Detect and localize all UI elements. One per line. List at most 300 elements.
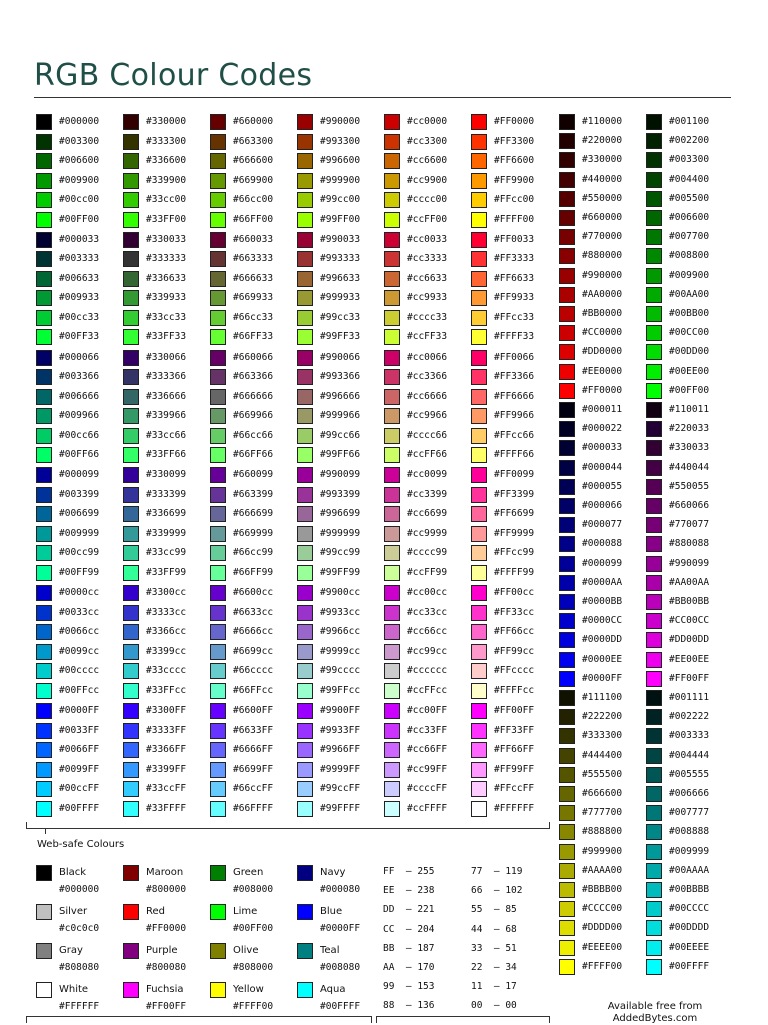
colour-code: #33cccc	[146, 665, 187, 677]
named-colour-name: Olive	[233, 945, 259, 956]
colour-code: #3300FF	[146, 705, 187, 716]
colour-swatch	[646, 575, 662, 591]
colour-code: #000033	[582, 442, 623, 454]
colour-code: #330099	[146, 469, 187, 481]
colour-swatch	[646, 479, 662, 495]
colour-swatch	[210, 526, 226, 542]
hex-row-right: 77 – 119	[471, 866, 523, 877]
named-colour-code: #800080	[146, 962, 187, 973]
named-colour-swatch	[123, 982, 139, 998]
colour-swatch	[471, 467, 487, 483]
hex-row-left: BB – 187	[383, 942, 435, 954]
colour-code: #33cc99	[146, 547, 187, 559]
colour-code: #cc0000	[407, 116, 448, 127]
colour-swatch	[384, 605, 400, 621]
colour-code: #006666	[669, 788, 710, 799]
colour-code: #FFFF66	[494, 449, 535, 461]
colour-swatch	[559, 728, 575, 744]
colour-swatch	[559, 114, 575, 130]
colour-code: #0033cc	[59, 606, 100, 618]
colour-code: #66cc66	[233, 429, 274, 441]
colour-swatch	[297, 703, 313, 719]
colour-swatch	[646, 498, 662, 514]
colour-swatch	[559, 248, 575, 264]
colour-code: #FFccFF	[494, 783, 535, 794]
colour-code: #9933cc	[320, 606, 361, 618]
colour-code: #004400	[669, 173, 710, 185]
colour-code: #00AA00	[669, 288, 710, 300]
colour-code: #660033	[233, 233, 274, 245]
colour-swatch	[559, 287, 575, 303]
colour-swatch	[210, 153, 226, 169]
colour-swatch	[646, 863, 662, 879]
colour-code: #00cc99	[59, 547, 100, 559]
colour-swatch	[123, 683, 139, 699]
colour-swatch	[36, 565, 52, 581]
colour-code: #339933	[146, 292, 187, 304]
colour-swatch	[471, 545, 487, 561]
colour-swatch	[646, 440, 662, 456]
colour-code: #222200	[582, 711, 623, 723]
colour-swatch	[384, 134, 400, 150]
colour-swatch	[36, 781, 52, 797]
colour-code: #ccFF66	[407, 449, 448, 461]
named-colour-swatch	[210, 943, 226, 959]
colour-swatch	[297, 114, 313, 130]
colour-swatch	[559, 748, 575, 764]
colour-code: #BB0000	[582, 308, 623, 319]
colour-swatch	[471, 114, 487, 130]
colour-swatch	[123, 762, 139, 778]
colour-swatch	[123, 369, 139, 385]
colour-swatch	[384, 192, 400, 208]
named-colour-name: White	[59, 984, 89, 995]
colour-code: #993333	[320, 253, 361, 265]
hex-row-left: 99 – 153	[383, 981, 435, 993]
colour-swatch	[297, 742, 313, 758]
colour-swatch	[123, 271, 139, 287]
colour-swatch	[297, 762, 313, 778]
colour-code: #00FF00	[59, 213, 100, 225]
colour-code: #993366	[320, 371, 361, 383]
hex-row-left: FF – 255	[383, 866, 435, 877]
colour-swatch	[559, 172, 575, 188]
colour-swatch	[123, 801, 139, 817]
colour-code: #003399	[59, 488, 100, 500]
colour-code: #00FFFF	[59, 802, 100, 814]
colour-code: #FF00FF	[669, 672, 710, 684]
colour-swatch	[36, 467, 52, 483]
colour-swatch	[559, 805, 575, 821]
colour-swatch	[559, 325, 575, 341]
colour-code: #cc33FF	[407, 724, 448, 736]
colour-swatch	[471, 290, 487, 306]
colour-swatch	[297, 290, 313, 306]
colour-code: #003366	[59, 371, 100, 383]
colour-swatch	[646, 248, 662, 264]
colour-code: #FFFFFF	[494, 802, 535, 814]
colour-swatch	[297, 624, 313, 640]
colour-swatch	[210, 742, 226, 758]
colour-code: #66FF99	[233, 566, 274, 578]
colour-swatch	[123, 447, 139, 463]
colour-code: #cccc99	[407, 547, 448, 559]
colour-swatch	[471, 605, 487, 621]
colour-code: #00ccFF	[59, 783, 100, 794]
colour-swatch	[297, 644, 313, 660]
hex-row-right: 22 – 34	[471, 962, 517, 973]
colour-code: #0000AA	[582, 576, 623, 588]
colour-swatch	[123, 644, 139, 660]
colour-swatch	[297, 565, 313, 581]
colour-swatch	[36, 663, 52, 679]
colour-code: #333366	[146, 371, 187, 383]
colour-code: #006699	[59, 508, 100, 520]
colour-code: #cc0066	[407, 351, 448, 363]
colour-code: #FFFF33	[494, 331, 535, 343]
colour-code: #00cc66	[59, 429, 100, 441]
colour-swatch	[297, 389, 313, 405]
colour-code: #00EEEE	[669, 941, 710, 953]
colour-swatch	[384, 290, 400, 306]
colour-swatch	[36, 408, 52, 424]
colour-swatch	[471, 487, 487, 503]
colour-code: #EE00EE	[669, 653, 710, 665]
colour-code: #FF6600	[494, 155, 535, 166]
colour-code: #669966	[233, 410, 274, 422]
named-colour-code: #0000FF	[320, 923, 361, 934]
colour-swatch	[559, 940, 575, 956]
colour-code: #336699	[146, 508, 187, 520]
named-colour-name: Blue	[320, 906, 343, 917]
colour-swatch	[210, 605, 226, 621]
colour-code: #cc3300	[407, 135, 448, 147]
colour-code: #009933	[59, 292, 100, 304]
colour-code: #99FFFF	[320, 802, 361, 814]
colour-swatch	[297, 683, 313, 699]
named-colour-code: #808000	[233, 962, 274, 973]
colour-swatch	[210, 781, 226, 797]
colour-code: #FF0000	[582, 384, 623, 396]
colour-swatch	[646, 268, 662, 284]
colour-swatch	[123, 605, 139, 621]
colour-code: #FF33cc	[494, 606, 535, 618]
colour-swatch	[559, 383, 575, 399]
colour-code: #FF9900	[494, 174, 535, 186]
colour-swatch	[471, 251, 487, 267]
colour-swatch	[36, 369, 52, 385]
colour-swatch	[646, 556, 662, 572]
colour-code: #330033	[669, 442, 710, 454]
colour-swatch	[646, 613, 662, 629]
colour-code: #009900	[669, 269, 710, 281]
colour-swatch	[646, 805, 662, 821]
colour-swatch	[36, 329, 52, 345]
colour-code: #cc6633	[407, 272, 448, 284]
colour-swatch	[646, 536, 662, 552]
colour-swatch	[210, 703, 226, 719]
colour-code: #990000	[320, 116, 361, 127]
colour-swatch	[123, 212, 139, 228]
colour-code: #00FF99	[59, 566, 100, 578]
colour-swatch	[297, 192, 313, 208]
colour-code: #9999cc	[320, 645, 361, 657]
colour-swatch	[210, 644, 226, 660]
colour-swatch	[210, 762, 226, 778]
colour-code: #0099cc	[59, 645, 100, 657]
colour-swatch	[36, 271, 52, 287]
colour-swatch	[36, 801, 52, 817]
colour-code: #3333cc	[146, 606, 187, 618]
colour-swatch	[123, 742, 139, 758]
colour-swatch	[123, 173, 139, 189]
named-colour-code: #00FF00	[233, 923, 274, 934]
colour-swatch	[559, 824, 575, 840]
colour-swatch	[210, 723, 226, 739]
colour-swatch	[123, 251, 139, 267]
colour-swatch	[646, 152, 662, 168]
colour-code: #ccFF33	[407, 331, 448, 343]
colour-code: #220000	[582, 135, 623, 147]
colour-swatch	[646, 460, 662, 476]
colour-swatch	[646, 901, 662, 917]
colour-code: #FF6699	[494, 508, 535, 520]
colour-code: #33FFFF	[146, 802, 187, 814]
colour-code: #0000CC	[582, 615, 623, 627]
colour-code: #FF00FF	[494, 705, 535, 716]
colour-code: #ccFFcc	[407, 684, 448, 696]
colour-code: #663300	[233, 135, 274, 147]
colour-code: #FF66FF	[494, 744, 535, 755]
colour-code: #0000EE	[582, 653, 623, 665]
colour-code: #009900	[59, 174, 100, 186]
colour-swatch	[559, 440, 575, 456]
colour-code: #996699	[320, 508, 361, 520]
colour-code: #666666	[233, 390, 274, 402]
colour-swatch	[559, 844, 575, 860]
colour-swatch	[559, 229, 575, 245]
colour-code: #6666FF	[233, 744, 274, 755]
colour-swatch	[559, 306, 575, 322]
named-colour-name: Navy	[320, 867, 346, 878]
colour-swatch	[471, 232, 487, 248]
colour-swatch	[210, 114, 226, 130]
colour-swatch	[559, 421, 575, 437]
colour-swatch	[646, 728, 662, 744]
named-colour-name: Black	[59, 867, 87, 878]
colour-swatch	[559, 556, 575, 572]
colour-swatch	[384, 114, 400, 130]
colour-code: #660066	[669, 500, 710, 511]
colour-swatch	[384, 350, 400, 366]
colour-code: #663333	[233, 253, 274, 265]
colour-swatch	[297, 506, 313, 522]
colour-swatch	[559, 882, 575, 898]
colour-code: #FFFF99	[494, 566, 535, 578]
colour-code: #3399cc	[146, 645, 187, 657]
colour-code: #00FFFF	[669, 960, 710, 972]
colour-swatch	[646, 172, 662, 188]
colour-code: #663366	[233, 371, 274, 383]
colour-code: #33FF66	[146, 449, 187, 461]
colour-code: #cc6666	[407, 390, 448, 402]
colour-swatch	[384, 153, 400, 169]
colour-code: #FFcc66	[494, 429, 535, 441]
colour-code: #cc9900	[407, 174, 448, 186]
hex-row-left: DD – 221	[383, 904, 435, 916]
colour-swatch	[559, 594, 575, 610]
colour-code: #3366cc	[146, 626, 187, 638]
colour-swatch	[471, 663, 487, 679]
colour-code: #ccFF99	[407, 566, 448, 578]
colour-swatch	[297, 585, 313, 601]
colour-code: #AA00AA	[669, 576, 710, 588]
colour-swatch	[384, 271, 400, 287]
colour-swatch	[646, 325, 662, 341]
colour-swatch	[646, 344, 662, 360]
colour-code: #3399FF	[146, 763, 187, 775]
colour-swatch	[36, 723, 52, 739]
colour-code: #007700	[669, 231, 710, 243]
colour-swatch	[123, 232, 139, 248]
colour-swatch	[646, 824, 662, 840]
colour-code: #ccFF00	[407, 213, 448, 225]
colour-swatch	[646, 748, 662, 764]
colour-swatch	[471, 585, 487, 601]
colour-code: #663399	[233, 488, 274, 500]
colour-code: #ccccFF	[407, 783, 448, 794]
colour-code: #339900	[146, 174, 187, 186]
colour-swatch	[646, 671, 662, 687]
colour-code: #996600	[320, 155, 361, 166]
colour-code: #0033FF	[59, 724, 100, 736]
colour-code: #FFFFcc	[494, 684, 535, 696]
colour-code: #99FFcc	[320, 684, 361, 696]
colour-swatch	[123, 703, 139, 719]
colour-swatch	[36, 389, 52, 405]
colour-code: #669933	[233, 292, 274, 304]
named-colour-name: Gray	[59, 945, 83, 956]
colour-code: #0099FF	[59, 763, 100, 775]
colour-swatch	[36, 624, 52, 640]
colour-code: #33cc33	[146, 311, 187, 323]
colour-swatch	[297, 350, 313, 366]
colour-swatch	[36, 545, 52, 561]
colour-swatch	[471, 369, 487, 385]
colour-code: #000066	[59, 351, 100, 363]
colour-swatch	[471, 644, 487, 660]
colour-swatch	[123, 114, 139, 130]
colour-swatch	[384, 663, 400, 679]
colour-swatch	[210, 801, 226, 817]
colour-code: #888800	[582, 826, 623, 838]
colour-code: #66ccFF	[233, 783, 274, 794]
colour-swatch	[471, 703, 487, 719]
colour-swatch	[646, 383, 662, 399]
colour-code: #DD00DD	[669, 634, 710, 646]
colour-code: #FF3399	[494, 488, 535, 500]
colour-code: #cc00FF	[407, 705, 448, 716]
colour-code: #99cccc	[320, 665, 361, 677]
named-colour-swatch	[36, 943, 52, 959]
colour-code: #999900	[582, 845, 623, 857]
colour-code: #FF9999	[494, 527, 535, 539]
colour-code: #339966	[146, 410, 187, 422]
colour-swatch	[210, 271, 226, 287]
colour-swatch	[36, 428, 52, 444]
colour-code: #FF9933	[494, 292, 535, 304]
colour-code: #666600	[233, 155, 274, 166]
named-colour-name: Green	[233, 867, 264, 878]
colour-code: #FFcc99	[494, 547, 535, 559]
colour-code: #996666	[320, 390, 361, 402]
colour-code: #990099	[669, 557, 710, 569]
colour-swatch	[384, 487, 400, 503]
colour-code: #FF6666	[494, 390, 535, 402]
colour-swatch	[36, 251, 52, 267]
colour-swatch	[384, 781, 400, 797]
colour-code: #FFFF00	[494, 213, 535, 225]
colour-swatch	[36, 310, 52, 326]
colour-code: #336633	[146, 272, 187, 284]
named-colour-swatch	[123, 865, 139, 881]
colour-code: #669900	[233, 174, 274, 186]
colour-code: #FF3366	[494, 371, 535, 383]
colour-swatch	[471, 762, 487, 778]
colour-code: #333300	[582, 730, 623, 742]
colour-swatch	[297, 173, 313, 189]
colour-code: #3300cc	[146, 587, 187, 599]
colour-code: #990033	[320, 233, 361, 245]
colour-code: #008888	[669, 826, 710, 838]
named-colour-swatch	[210, 865, 226, 881]
footer-line-1: Available free from	[607, 1001, 703, 1012]
colour-code: #cc66cc	[407, 626, 448, 638]
colour-swatch	[559, 959, 575, 975]
colour-swatch	[384, 173, 400, 189]
colour-code: #99cc00	[320, 194, 361, 205]
colour-code: #FF0066	[494, 351, 535, 363]
colour-code: #001111	[669, 692, 710, 703]
named-colour-code: #008080	[320, 962, 361, 973]
colour-swatch	[384, 389, 400, 405]
colour-code: #FF66cc	[494, 626, 535, 638]
colour-swatch	[646, 287, 662, 303]
colour-swatch	[210, 683, 226, 699]
colour-swatch	[36, 114, 52, 130]
colour-code: #FF33FF	[494, 724, 535, 736]
colour-swatch	[123, 350, 139, 366]
colour-code: #AA0000	[582, 288, 623, 300]
colour-code: #cc9999	[407, 527, 448, 539]
colour-swatch	[646, 114, 662, 130]
colour-code: #33cc66	[146, 429, 187, 441]
colour-swatch	[297, 232, 313, 248]
colour-code: #CCCC00	[582, 903, 623, 915]
colour-swatch	[471, 526, 487, 542]
colour-code: #FF9966	[494, 410, 535, 422]
hex-row-right: 33 – 51	[471, 942, 517, 954]
colour-swatch	[559, 709, 575, 725]
colour-code: #CC00CC	[669, 615, 710, 627]
colour-swatch	[646, 517, 662, 533]
colour-swatch	[123, 663, 139, 679]
named-colour-code: #FFFFFF	[59, 1001, 100, 1012]
colour-swatch	[559, 498, 575, 514]
colour-swatch	[297, 369, 313, 385]
colour-code: #330033	[146, 233, 187, 245]
colour-code: #99FF99	[320, 566, 361, 578]
